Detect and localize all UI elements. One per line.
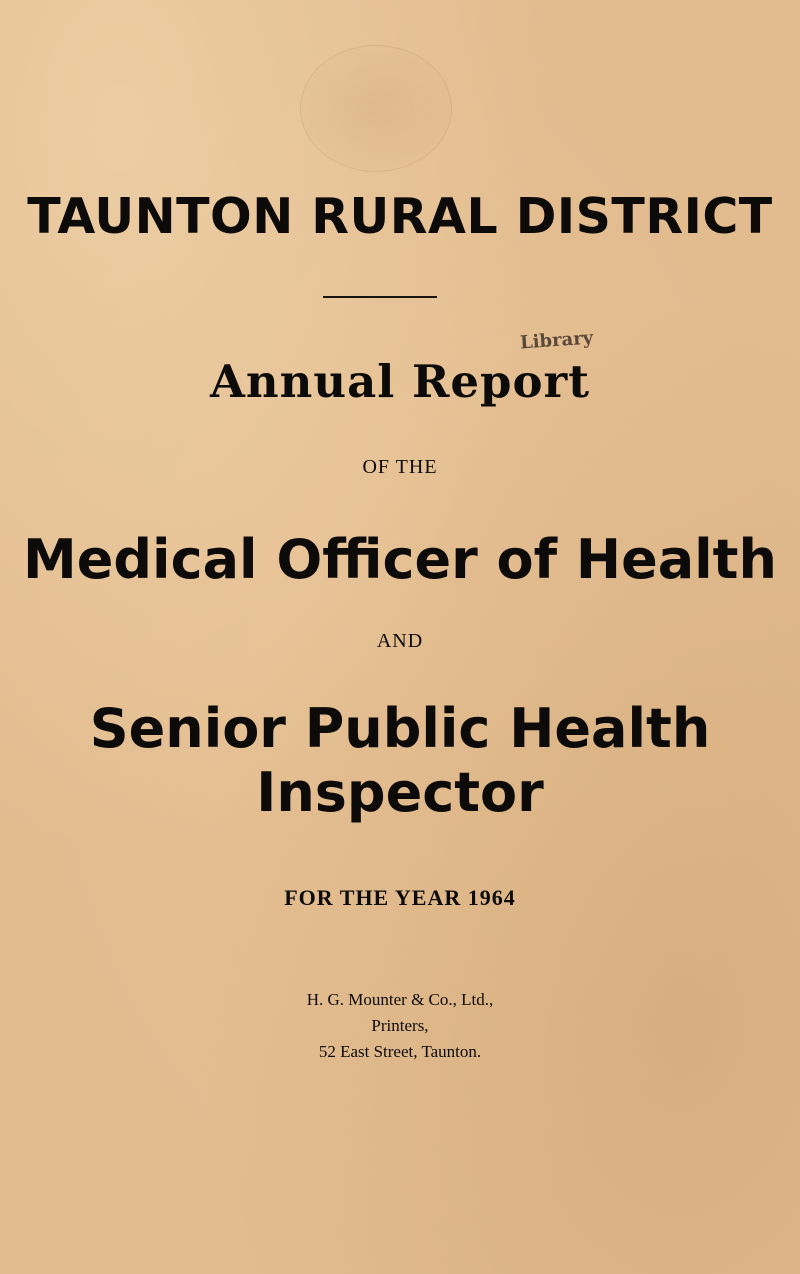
inspector-heading xyxy=(0,697,800,825)
printer-address: 52 East Street, Taunton. xyxy=(318,1042,482,1061)
and-text: AND xyxy=(376,630,424,652)
medical-officer-heading: Medical Officer of Health xyxy=(23,528,777,591)
paper-stain xyxy=(300,45,452,172)
year-line: FOR THE YEAR 1964 xyxy=(284,885,516,910)
handwritten-annotation: Library xyxy=(519,327,594,354)
district-title: TAUNTON RURAL DISTRICT xyxy=(27,188,773,245)
printer-role: Printers, xyxy=(371,1016,429,1035)
inspector-heading-line1: Senior Public Health xyxy=(89,697,711,760)
printer-name: H. G. Mounter & Co., Ltd., xyxy=(306,990,494,1009)
of-the-text: OF THE xyxy=(362,456,438,478)
inspector-heading-line2: Inspector xyxy=(256,761,544,824)
annual-report-heading: Annual Report xyxy=(210,355,590,408)
title-divider xyxy=(323,296,437,298)
